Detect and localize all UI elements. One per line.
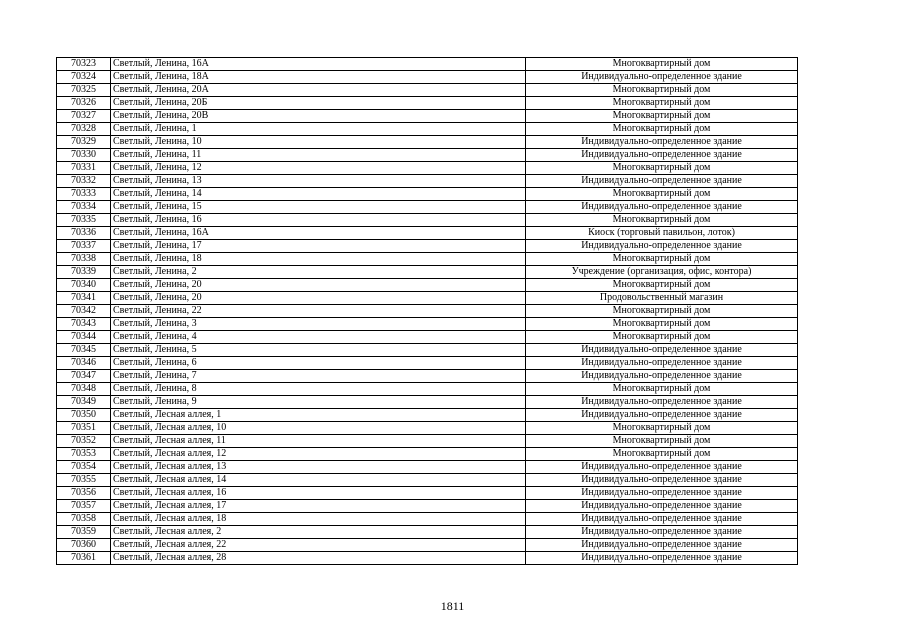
object-type-cell: Многоквартирный дом: [526, 162, 798, 175]
object-type-cell: Многоквартирный дом: [526, 214, 798, 227]
table-row: [57, 58, 798, 71]
row-number-cell: 70352: [57, 435, 111, 448]
row-number-cell: 70324: [57, 71, 111, 84]
row-number-cell: 70360: [57, 539, 111, 552]
address-cell: Светлый, Лесная аллея, 28: [111, 552, 526, 565]
object-type-cell: Многоквартирный дом: [526, 84, 798, 97]
row-number-cell: 70334: [57, 201, 111, 214]
table-row: [57, 266, 798, 279]
object-type-cell: Индивидуально-определенное здание: [526, 175, 798, 188]
table-row: [57, 344, 798, 357]
address-cell: Светлый, Ленина, 16А: [111, 58, 526, 71]
address-cell: Светлый, Ленина, 1: [111, 123, 526, 136]
address-cell: Светлый, Ленина, 3: [111, 318, 526, 331]
table-row: [57, 526, 798, 539]
address-cell: Светлый, Ленина, 10: [111, 136, 526, 149]
object-type-cell: Многоквартирный дом: [526, 383, 798, 396]
object-type-cell: Многоквартирный дом: [526, 188, 798, 201]
row-number-cell: 70345: [57, 344, 111, 357]
table-row: [57, 279, 798, 292]
table-row: [57, 487, 798, 500]
object-type-cell: Индивидуально-определенное здание: [526, 487, 798, 500]
address-cell: Светлый, Ленина, 15: [111, 201, 526, 214]
table-row: [57, 162, 798, 175]
address-cell: Светлый, Лесная аллея, 2: [111, 526, 526, 539]
address-cell: Светлый, Лесная аллея, 17: [111, 500, 526, 513]
row-number-cell: 70350: [57, 409, 111, 422]
address-register-table: [56, 57, 798, 565]
address-cell: Светлый, Ленина, 6: [111, 357, 526, 370]
address-cell: Светлый, Лесная аллея, 16: [111, 487, 526, 500]
row-number-cell: 70325: [57, 84, 111, 97]
address-cell: Светлый, Лесная аллея, 1: [111, 409, 526, 422]
address-cell: Светлый, Ленина, 4: [111, 331, 526, 344]
address-cell: Светлый, Лесная аллея, 12: [111, 448, 526, 461]
object-type-cell: Индивидуально-определенное здание: [526, 474, 798, 487]
row-number-cell: 70348: [57, 383, 111, 396]
object-type-cell: Индивидуально-определенное здание: [526, 201, 798, 214]
object-type-cell: Многоквартирный дом: [526, 318, 798, 331]
object-type-cell: Многоквартирный дом: [526, 253, 798, 266]
table-row: [57, 136, 798, 149]
address-cell: Светлый, Ленина, 20Б: [111, 97, 526, 110]
row-number-cell: 70361: [57, 552, 111, 565]
table-row: [57, 461, 798, 474]
table-row: [57, 305, 798, 318]
object-type-cell: Индивидуально-определенное здание: [526, 149, 798, 162]
address-cell: Светлый, Ленина, 20А: [111, 84, 526, 97]
table-row: [57, 123, 798, 136]
address-cell: Светлый, Ленина, 20: [111, 292, 526, 305]
row-number-cell: 70343: [57, 318, 111, 331]
object-type-cell: Учреждение (организация, офис, контора): [526, 266, 798, 279]
address-cell: Светлый, Ленина, 5: [111, 344, 526, 357]
table-row: [57, 227, 798, 240]
row-number-cell: 70336: [57, 227, 111, 240]
table-row: [57, 396, 798, 409]
address-cell: Светлый, Лесная аллея, 18: [111, 513, 526, 526]
object-type-cell: Индивидуально-определенное здание: [526, 396, 798, 409]
object-type-cell: Многоквартирный дом: [526, 279, 798, 292]
row-number-cell: 70344: [57, 331, 111, 344]
row-number-cell: 70338: [57, 253, 111, 266]
row-number-cell: 70323: [57, 58, 111, 71]
row-number-cell: 70333: [57, 188, 111, 201]
row-number-cell: 70328: [57, 123, 111, 136]
object-type-cell: Многоквартирный дом: [526, 448, 798, 461]
row-number-cell: 70339: [57, 266, 111, 279]
address-cell: Светлый, Ленина, 2: [111, 266, 526, 279]
address-cell: Светлый, Ленина, 20В: [111, 110, 526, 123]
object-type-cell: Индивидуально-определенное здание: [526, 357, 798, 370]
row-number-cell: 70335: [57, 214, 111, 227]
object-type-cell: Индивидуально-определенное здание: [526, 461, 798, 474]
table-row: [57, 500, 798, 513]
table-row: [57, 97, 798, 110]
address-cell: Светлый, Ленина, 18: [111, 253, 526, 266]
object-type-cell: Индивидуально-определенное здание: [526, 539, 798, 552]
address-cell: Светлый, Ленина, 22: [111, 305, 526, 318]
address-cell: Светлый, Лесная аллея, 10: [111, 422, 526, 435]
object-type-cell: Многоквартирный дом: [526, 123, 798, 136]
table-row: [57, 539, 798, 552]
row-number-cell: 70347: [57, 370, 111, 383]
object-type-cell: Индивидуально-определенное здание: [526, 526, 798, 539]
object-type-cell: Многоквартирный дом: [526, 97, 798, 110]
object-type-cell: Индивидуально-определенное здание: [526, 370, 798, 383]
row-number-cell: 70346: [57, 357, 111, 370]
object-type-cell: Многоквартирный дом: [526, 58, 798, 71]
table-row: [57, 175, 798, 188]
table-row: [57, 149, 798, 162]
object-type-cell: Индивидуально-определенное здание: [526, 552, 798, 565]
table-row: [57, 552, 798, 565]
row-number-cell: 70353: [57, 448, 111, 461]
address-cell: Светлый, Ленина, 8: [111, 383, 526, 396]
row-number-cell: 70329: [57, 136, 111, 149]
address-cell: Светлый, Ленина, 9: [111, 396, 526, 409]
table-row: [57, 422, 798, 435]
row-number-cell: 70357: [57, 500, 111, 513]
address-cell: Светлый, Ленина, 14: [111, 188, 526, 201]
table-row: [57, 435, 798, 448]
table-row: [57, 84, 798, 97]
address-cell: Светлый, Ленина, 13: [111, 175, 526, 188]
row-number-cell: 70326: [57, 97, 111, 110]
row-number-cell: 70327: [57, 110, 111, 123]
address-cell: Светлый, Лесная аллея, 11: [111, 435, 526, 448]
row-number-cell: 70331: [57, 162, 111, 175]
row-number-cell: 70355: [57, 474, 111, 487]
row-number-cell: 70340: [57, 279, 111, 292]
table-row: [57, 370, 798, 383]
table-row: [57, 253, 798, 266]
row-number-cell: 70354: [57, 461, 111, 474]
object-type-cell: Киоск (торговый павильон, лоток): [526, 227, 798, 240]
object-type-cell: Многоквартирный дом: [526, 331, 798, 344]
row-number-cell: 70356: [57, 487, 111, 500]
object-type-cell: Индивидуально-определенное здание: [526, 136, 798, 149]
address-cell: Светлый, Ленина, 12: [111, 162, 526, 175]
table-row: [57, 357, 798, 370]
object-type-cell: Индивидуально-определенное здание: [526, 513, 798, 526]
table-row: [57, 214, 798, 227]
row-number-cell: 70330: [57, 149, 111, 162]
table-row: [57, 188, 798, 201]
table-row: [57, 71, 798, 84]
table-row: [57, 240, 798, 253]
object-type-cell: Многоквартирный дом: [526, 435, 798, 448]
page-number: 1811: [440, 599, 465, 613]
address-cell: Светлый, Ленина, 16А: [111, 227, 526, 240]
row-number-cell: 70359: [57, 526, 111, 539]
address-cell: Светлый, Ленина, 20: [111, 279, 526, 292]
object-type-cell: Многоквартирный дом: [526, 110, 798, 123]
table-row: [57, 409, 798, 422]
row-number-cell: 70332: [57, 175, 111, 188]
row-number-cell: 70342: [57, 305, 111, 318]
address-cell: Светлый, Ленина, 18А: [111, 71, 526, 84]
row-number-cell: 70358: [57, 513, 111, 526]
register-table-body: [57, 58, 798, 565]
object-type-cell: Многоквартирный дом: [526, 305, 798, 318]
address-cell: Светлый, Ленина, 7: [111, 370, 526, 383]
table-row: [57, 331, 798, 344]
table-row: [57, 110, 798, 123]
object-type-cell: Индивидуально-определенное здание: [526, 71, 798, 84]
table-row: [57, 448, 798, 461]
row-number-cell: 70337: [57, 240, 111, 253]
address-cell: Светлый, Лесная аллея, 22: [111, 539, 526, 552]
table-row: [57, 292, 798, 305]
address-cell: Светлый, Лесная аллея, 13: [111, 461, 526, 474]
table-row: [57, 383, 798, 396]
row-number-cell: 70349: [57, 396, 111, 409]
object-type-cell: Индивидуально-определенное здание: [526, 409, 798, 422]
row-number-cell: 70351: [57, 422, 111, 435]
row-number-cell: 70341: [57, 292, 111, 305]
address-cell: Светлый, Ленина, 11: [111, 149, 526, 162]
address-cell: Светлый, Ленина, 17: [111, 240, 526, 253]
table-row: [57, 318, 798, 331]
object-type-cell: Многоквартирный дом: [526, 422, 798, 435]
object-type-cell: Индивидуально-определенное здание: [526, 344, 798, 357]
table-row: [57, 201, 798, 214]
table-row: [57, 474, 798, 487]
object-type-cell: Индивидуально-определенное здание: [526, 240, 798, 253]
address-cell: Светлый, Ленина, 16: [111, 214, 526, 227]
table-row: [57, 513, 798, 526]
object-type-cell: Индивидуально-определенное здание: [526, 500, 798, 513]
address-cell: Светлый, Лесная аллея, 14: [111, 474, 526, 487]
object-type-cell: Продовольственный магазин: [526, 292, 798, 305]
